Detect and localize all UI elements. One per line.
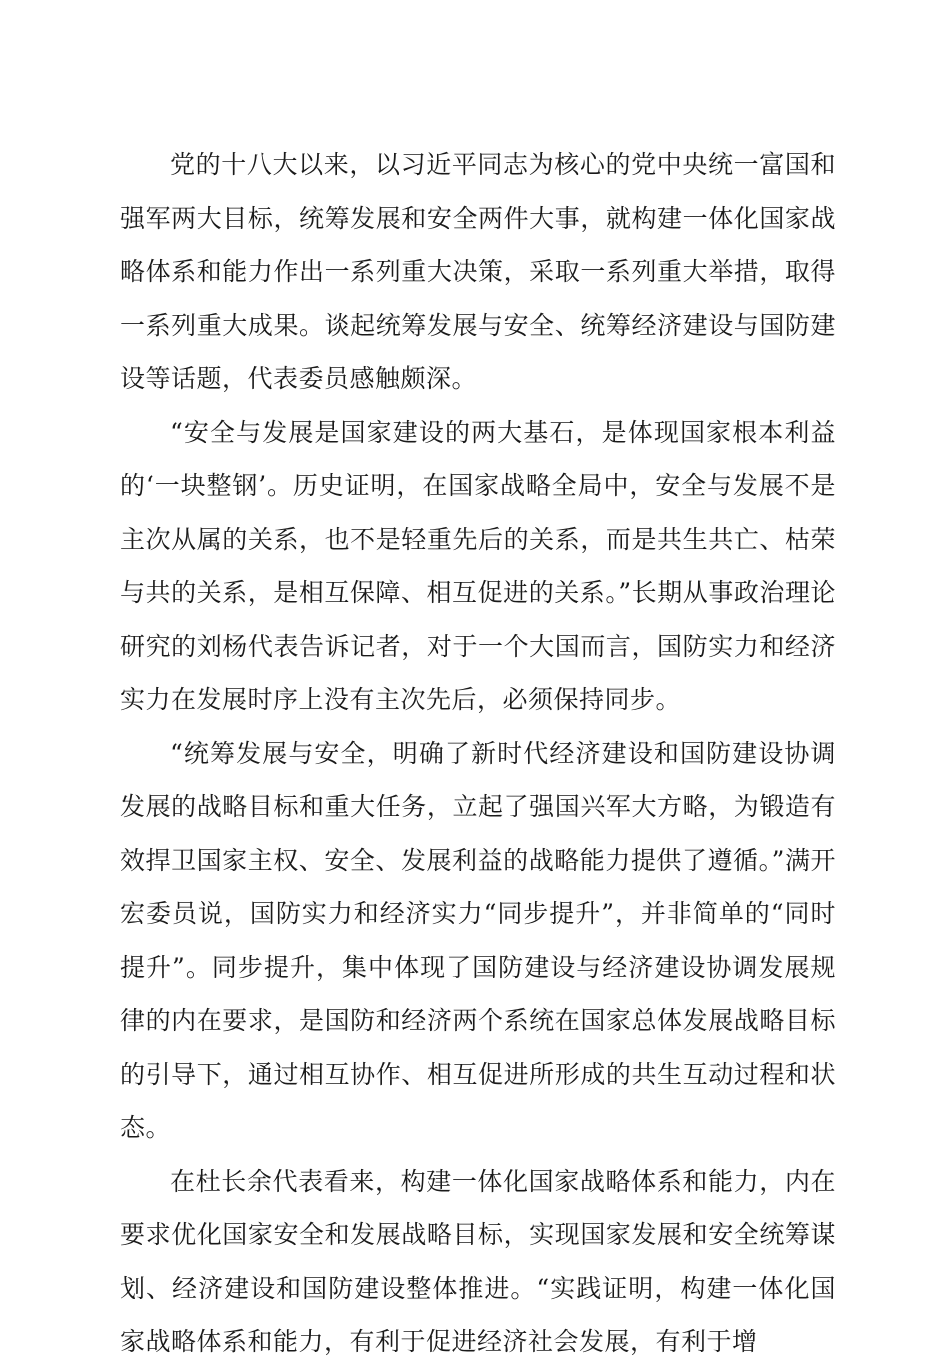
article-body — [120, 138, 836, 1369]
paragraph-3: “统筹发展与安全，明确了新时代经济建设和国防建设协调发展的战略目标和重大任务，立起了强国兴军大方略，为锻造有效捍卫国家主权、安全、发展利益的战略能力提供了遵循。”满开宏委员说，国防实力和经济实力“同步提升”，并非简单的“同时提升”。同步提升，集中体现了国防建设与经济建设协调发展规律的内在要求，是国防和经济两个系统在国家总体发展战略目标的引导下，通过相互协作、相互促进所形成的共生互动过程和状态。 — [120, 738, 836, 1142]
paragraph-1: 党的十八大以来，以习近平同志为核心的党中央统一富国和强军两大目标，统筹发展和安全两件大事，就构建一体化国家战略体系和能力作出一系列重大决策，采取一系列重大举措，取得一系列重大成果。谈起统筹发展与安全、统筹经济建设与国防建设等话题，代表委员感触颇深。 — [120, 150, 836, 393]
paragraph-2: “安全与发展是国家建设的两大基石，是体现国家根本利益的‘一块整钢’。历史证明，在国家战略全局中，安全与发展不是主次从属的关系，也不是轻重先后的关系，而是共生共亡、枯荣与共的关系，是相互保障、相互促进的关系。”长期从事政治理论研究的刘杨代表告诉记者，对于一个大国而言，国防实力和经济实力在发展时序上没有主次先后，必须保持同步。 — [120, 417, 836, 714]
paragraph-4: 在杜长余代表看来，构建一体化国家战略体系和能力，内在要求优化国家安全和发展战略目标，实现国家发展和安全统筹谋划、经济建设和国防建设整体推进。“实践证明，构建一体化国家战略体系和能力，有利于促进经济社会发展，有利于增 — [120, 1166, 836, 1356]
